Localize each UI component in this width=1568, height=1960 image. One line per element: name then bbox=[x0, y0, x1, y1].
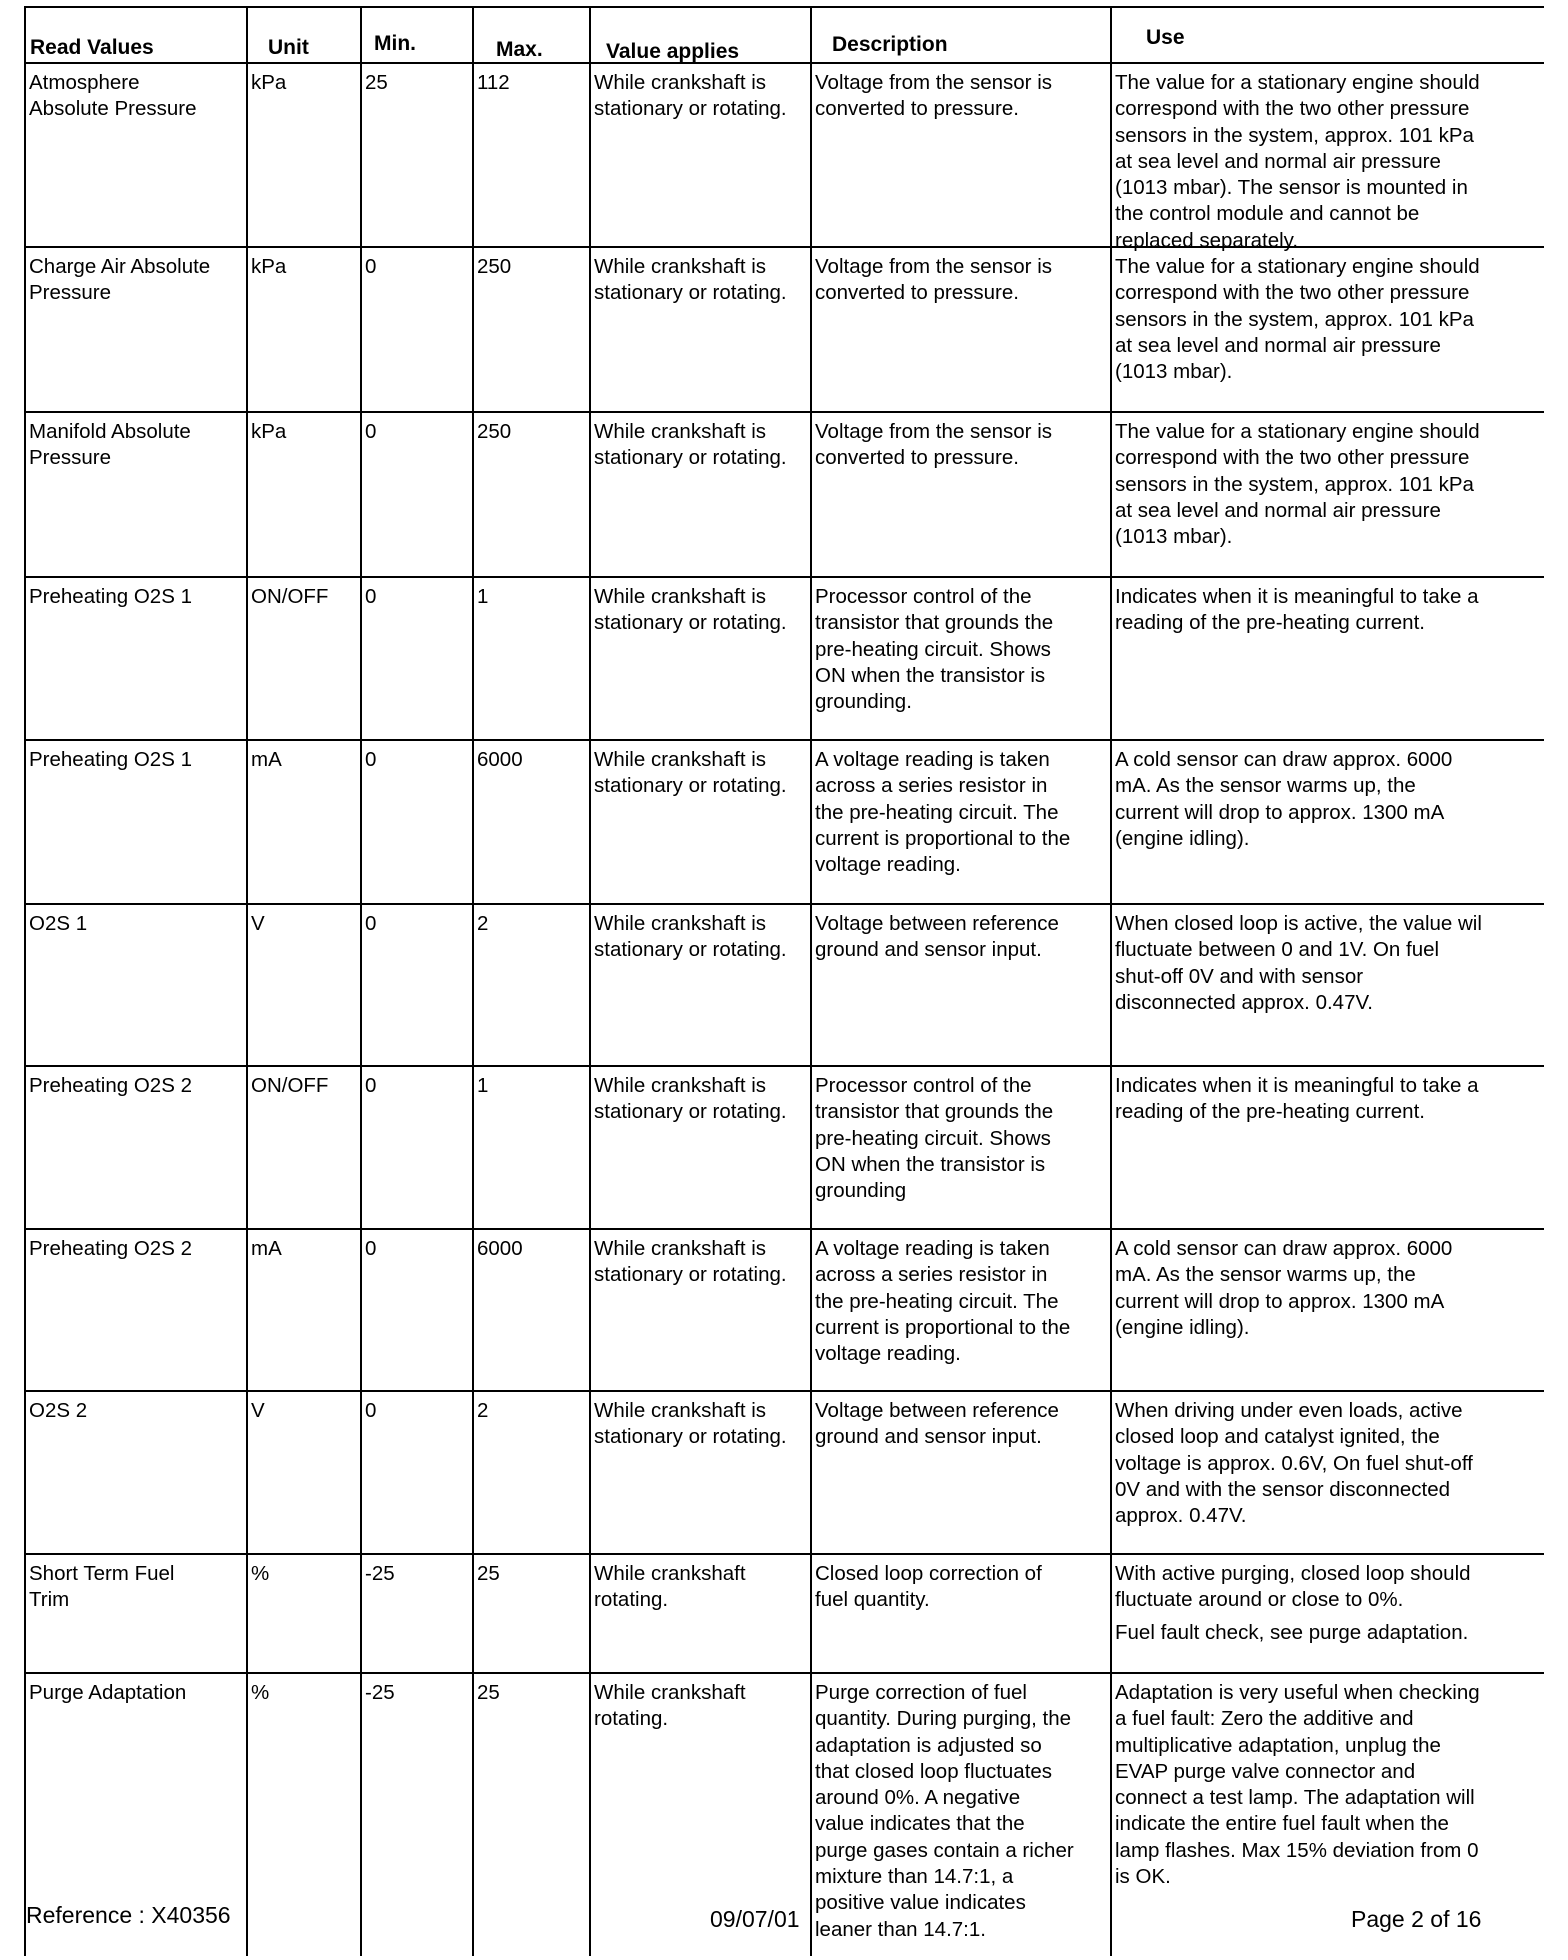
cell-text-line: While crankshaft is bbox=[594, 1399, 767, 1422]
cell-text-line: fuel quantity. bbox=[815, 1588, 930, 1612]
use-cell bbox=[1115, 254, 1480, 385]
cell-text-line: lamp flashes. Max 15% deviation from 0 bbox=[1115, 1838, 1479, 1862]
header-unit: Unit bbox=[268, 36, 309, 59]
cell-text-line: Voltage between reference bbox=[815, 1399, 1059, 1422]
max-cell: 25 bbox=[477, 1681, 500, 1704]
cell-text-line: Preheating O2S 1 bbox=[29, 585, 192, 608]
min-cell: 0 bbox=[365, 420, 377, 443]
cell-text-line: correspond with the two other pressure bbox=[1115, 97, 1470, 121]
cell-text-line: reading of the pre-heating current. bbox=[1115, 1100, 1425, 1124]
cell-text-line: rotating. bbox=[594, 1588, 669, 1612]
value-applies-cell bbox=[594, 911, 787, 964]
cell-text-line: transistor that grounds the bbox=[815, 611, 1054, 635]
cell-text-line: Purge correction of fuel bbox=[815, 1681, 1027, 1704]
cell-text-line: Trim bbox=[29, 1588, 70, 1612]
cell-text-line: correspond with the two other pressure bbox=[1115, 281, 1470, 305]
min-cell: 25 bbox=[365, 71, 388, 94]
column-divider bbox=[246, 6, 248, 1956]
min-cell: 0 bbox=[365, 1237, 377, 1260]
cell-text-line: Atmosphere bbox=[29, 71, 140, 94]
cell-text-line: across a series resistor in bbox=[815, 774, 1048, 798]
cell-text-line: around 0%. A negative bbox=[815, 1786, 1021, 1810]
value-applies-cell bbox=[594, 1561, 746, 1614]
cell-text-line: Voltage from the sensor is bbox=[815, 71, 1053, 94]
read-value-name bbox=[29, 584, 192, 610]
cell-text-line: disconnected approx. 0.47V. bbox=[1115, 990, 1373, 1014]
min-cell: 0 bbox=[365, 255, 377, 278]
cell-text-line: Manifold Absolute bbox=[29, 420, 191, 443]
column-divider bbox=[472, 6, 474, 1956]
use-cell bbox=[1115, 1073, 1479, 1126]
unit-cell: % bbox=[251, 1562, 270, 1585]
cell-text-line: stationary or rotating. bbox=[594, 1100, 787, 1124]
header-use: Use bbox=[1146, 26, 1185, 49]
cell-text-line: A voltage reading is taken bbox=[815, 1237, 1050, 1260]
cell-text-line: While crankshaft bbox=[594, 1562, 746, 1585]
use-cell bbox=[1115, 1236, 1452, 1341]
cell-text-line: Voltage between reference bbox=[815, 912, 1059, 935]
description-cell bbox=[815, 1236, 1070, 1367]
cell-text-line: With active purging, closed loop should bbox=[1115, 1562, 1471, 1585]
cell-text-line: While crankshaft is bbox=[594, 255, 767, 278]
row-divider bbox=[24, 1065, 1544, 1067]
cell-text-line: grounding bbox=[815, 1179, 907, 1203]
value-applies-cell bbox=[594, 1073, 787, 1126]
cell-text-line: EVAP purge valve connector and bbox=[1115, 1759, 1416, 1783]
max-cell: 1 bbox=[477, 585, 489, 608]
cell-text-line: correspond with the two other pressure bbox=[1115, 446, 1470, 470]
cell-text-line: Charge Air Absolute bbox=[29, 255, 211, 278]
cell-text-line: Pressure bbox=[29, 281, 112, 305]
value-applies-cell bbox=[594, 584, 787, 637]
column-divider bbox=[810, 6, 812, 1956]
cell-text-line: While crankshaft is bbox=[594, 912, 767, 935]
footer-reference: Reference : X40356 bbox=[26, 1902, 231, 1928]
use-cell bbox=[1115, 584, 1479, 637]
row-divider bbox=[24, 411, 1544, 413]
cell-text-line: current is proportional to the bbox=[815, 1315, 1071, 1339]
cell-text-line: quantity. During purging, the bbox=[815, 1707, 1072, 1731]
cell-text-line: connect a test lamp. The adaptation will bbox=[1115, 1786, 1475, 1810]
read-value-name bbox=[29, 1073, 192, 1099]
cell-text-line: When closed loop is active, the value wil bbox=[1115, 912, 1482, 935]
cell-text-line: current is proportional to the bbox=[815, 826, 1071, 850]
read-value-name bbox=[29, 1398, 87, 1424]
cell-text-line: Processor control of the bbox=[815, 585, 1032, 608]
header-value-applies: Value applies bbox=[606, 40, 740, 63]
read-value-name bbox=[29, 254, 210, 307]
cell-text-line: stationary or rotating. bbox=[594, 1425, 787, 1449]
table-top-border bbox=[24, 6, 1544, 8]
cell-text-line: (engine idling). bbox=[1115, 826, 1250, 850]
use-cell bbox=[1115, 70, 1480, 254]
cell-text-line: the pre-heating circuit. The bbox=[815, 800, 1059, 824]
cell-note-line: Fuel fault check, see purge adaptation. bbox=[1115, 1620, 1469, 1644]
cell-text-line: A voltage reading is taken bbox=[815, 748, 1050, 771]
cell-text-line: (1013 mbar). bbox=[1115, 525, 1233, 549]
min-cell: -25 bbox=[365, 1562, 395, 1585]
row-divider bbox=[24, 1553, 1544, 1555]
cell-text-line: rotating. bbox=[594, 1707, 669, 1731]
cell-text-line: positive value indicates bbox=[815, 1891, 1026, 1915]
description-cell bbox=[815, 911, 1059, 964]
cell-text-line: multiplicative adaptation, unplug the bbox=[1115, 1733, 1441, 1757]
cell-text-line: (engine idling). bbox=[1115, 1315, 1250, 1339]
footer-page-number: Page 2 of 16 bbox=[1351, 1906, 1482, 1932]
cell-text-line: stationary or rotating. bbox=[594, 97, 787, 121]
row-divider bbox=[24, 1672, 1544, 1674]
description-cell bbox=[815, 747, 1070, 878]
cell-text-line: Absolute Pressure bbox=[29, 97, 197, 121]
cell-text-line: converted to pressure. bbox=[815, 97, 1019, 121]
cell-text-line: replaced separately. bbox=[1115, 228, 1299, 252]
cell-text-line: the pre-heating circuit. The bbox=[815, 1289, 1059, 1313]
min-cell: 0 bbox=[365, 912, 377, 935]
cell-text-line: stationary or rotating. bbox=[594, 1263, 787, 1287]
cell-text-line: current will drop to approx. 1300 mA bbox=[1115, 1289, 1445, 1313]
cell-text-line: sensors in the system, approx. 101 kPa bbox=[1115, 307, 1474, 331]
cell-text-line: purge gases contain a richer bbox=[815, 1838, 1074, 1862]
read-value-name bbox=[29, 1561, 174, 1614]
header-description: Description bbox=[832, 33, 948, 56]
cell-text-line: the control module and cannot be bbox=[1115, 202, 1420, 226]
cell-text-line: Pressure bbox=[29, 446, 112, 470]
cell-text-line: While crankshaft is bbox=[594, 420, 767, 443]
max-cell: 112 bbox=[477, 71, 510, 94]
unit-cell: V bbox=[251, 1399, 265, 1422]
cell-text-line: Closed loop correction of bbox=[815, 1562, 1042, 1585]
description-cell bbox=[815, 1561, 1042, 1614]
cell-text-line: (1013 mbar). The sensor is mounted in bbox=[1115, 176, 1468, 200]
cell-text-line: ground and sensor input. bbox=[815, 938, 1042, 962]
value-applies-cell bbox=[594, 1398, 787, 1451]
cell-text-line: at sea level and normal air pressure bbox=[1115, 333, 1441, 357]
cell-text-line: While crankshaft is bbox=[594, 71, 767, 94]
cell-text-line: A cold sensor can draw approx. 6000 bbox=[1115, 1237, 1453, 1260]
cell-text-line: ON when the transistor is bbox=[815, 663, 1046, 687]
cell-text-line: The value for a stationary engine should bbox=[1115, 420, 1480, 443]
cell-text-line: voltage reading. bbox=[815, 1342, 961, 1366]
max-cell: 250 bbox=[477, 420, 512, 443]
cell-text-line: Preheating O2S 2 bbox=[29, 1074, 192, 1097]
cell-text-line: Indicates when it is meaningful to take a bbox=[1115, 1074, 1479, 1097]
header-min: Min. bbox=[374, 32, 416, 55]
cell-text-line: stationary or rotating. bbox=[594, 774, 787, 798]
description-cell bbox=[815, 1680, 1074, 1943]
unit-cell: kPa bbox=[251, 71, 287, 94]
column-divider bbox=[589, 6, 591, 1956]
use-cell bbox=[1115, 1561, 1471, 1646]
table-left-border bbox=[24, 6, 26, 1956]
min-cell: 0 bbox=[365, 585, 377, 608]
cell-text-line: pre-heating circuit. Shows bbox=[815, 637, 1051, 661]
max-cell: 2 bbox=[477, 912, 489, 935]
cell-text-line: at sea level and normal air pressure bbox=[1115, 498, 1441, 522]
cell-text-line: stationary or rotating. bbox=[594, 281, 787, 305]
read-value-name bbox=[29, 70, 197, 123]
min-cell: -25 bbox=[365, 1681, 395, 1704]
value-applies-cell bbox=[594, 70, 787, 123]
max-cell: 250 bbox=[477, 255, 512, 278]
unit-cell: mA bbox=[251, 748, 282, 771]
cell-text-line: (1013 mbar). bbox=[1115, 360, 1233, 384]
use-cell bbox=[1115, 911, 1482, 1016]
value-applies-cell bbox=[594, 747, 787, 800]
cell-text-line: A cold sensor can draw approx. 6000 bbox=[1115, 748, 1453, 771]
cell-text-line: Purge Adaptation bbox=[29, 1681, 187, 1704]
cell-text-line: at sea level and normal air pressure bbox=[1115, 149, 1441, 173]
cell-text-line: stationary or rotating. bbox=[594, 446, 787, 470]
unit-cell: V bbox=[251, 912, 265, 935]
cell-text-line: mA. As the sensor warms up, the bbox=[1115, 1263, 1416, 1287]
unit-cell: ON/OFF bbox=[251, 1074, 329, 1097]
row-divider bbox=[24, 903, 1544, 905]
value-applies-cell bbox=[594, 419, 787, 472]
cell-text-line: While crankshaft is bbox=[594, 585, 767, 608]
max-cell: 1 bbox=[477, 1074, 489, 1097]
description-cell bbox=[815, 584, 1053, 715]
cell-text-line: sensors in the system, approx. 101 kPa bbox=[1115, 123, 1474, 147]
max-cell: 6000 bbox=[477, 748, 523, 771]
row-divider bbox=[24, 576, 1544, 578]
max-cell: 6000 bbox=[477, 1237, 523, 1260]
cell-text-line: approx. 0.47V. bbox=[1115, 1504, 1247, 1528]
cell-text-line: mixture than 14.7:1, a bbox=[815, 1865, 1014, 1889]
min-cell: 0 bbox=[365, 1399, 377, 1422]
use-cell bbox=[1115, 747, 1452, 852]
row-divider bbox=[24, 739, 1544, 741]
min-cell: 0 bbox=[365, 748, 377, 771]
cell-text-line: Processor control of the bbox=[815, 1074, 1032, 1097]
cell-text-line: Indicates when it is meaningful to take a bbox=[1115, 585, 1479, 608]
cell-text-line: current will drop to approx. 1300 mA bbox=[1115, 800, 1445, 824]
cell-text-line: The value for a stationary engine should bbox=[1115, 255, 1480, 278]
cell-text-line: fluctuate around or close to 0%. bbox=[1115, 1588, 1404, 1612]
unit-cell: kPa bbox=[251, 420, 287, 443]
header-read-values: Read Values bbox=[30, 36, 154, 59]
row-divider bbox=[24, 62, 1544, 64]
max-cell: 2 bbox=[477, 1399, 489, 1422]
read-value-name bbox=[29, 747, 192, 773]
cell-text-line: leaner than 14.7:1. bbox=[815, 1917, 986, 1941]
use-cell bbox=[1115, 1398, 1473, 1529]
unit-cell: mA bbox=[251, 1237, 282, 1260]
cell-text-line: that closed loop fluctuates bbox=[815, 1759, 1053, 1783]
cell-text-line: is OK. bbox=[1115, 1865, 1171, 1889]
row-divider bbox=[24, 1390, 1544, 1392]
use-cell bbox=[1115, 419, 1480, 550]
unit-cell: % bbox=[251, 1681, 270, 1704]
cell-text-line: Preheating O2S 1 bbox=[29, 748, 192, 771]
cell-text-line: across a series resistor in bbox=[815, 1263, 1048, 1287]
header-max: Max. bbox=[496, 38, 543, 61]
cell-text-line: ground and sensor input. bbox=[815, 1425, 1042, 1449]
use-cell bbox=[1115, 1680, 1480, 1890]
cell-text-line: Short Term Fuel bbox=[29, 1562, 175, 1585]
cell-text-line: closed loop and catalyst ignited, the bbox=[1115, 1425, 1440, 1449]
cell-text-line: ON when the transistor is bbox=[815, 1152, 1046, 1176]
max-cell: 25 bbox=[477, 1562, 500, 1585]
document-page bbox=[24, 6, 1544, 1956]
column-divider bbox=[1110, 6, 1112, 1956]
footer-date: 09/07/01 bbox=[710, 1906, 800, 1932]
cell-text-line: O2S 1 bbox=[29, 912, 88, 935]
cell-text-line: The value for a stationary engine should bbox=[1115, 71, 1480, 94]
cell-text-line: While crankshaft is bbox=[594, 1074, 767, 1097]
description-cell bbox=[815, 419, 1052, 472]
cell-text-line: shut-off 0V and with sensor bbox=[1115, 964, 1364, 988]
cell-text-line: adaptation is adjusted so bbox=[815, 1733, 1042, 1757]
value-applies-cell bbox=[594, 1680, 746, 1733]
description-cell bbox=[815, 1073, 1053, 1204]
cell-text-line: Voltage from the sensor is bbox=[815, 420, 1053, 443]
cell-text-line: sensors in the system, approx. 101 kPa bbox=[1115, 472, 1474, 496]
cell-text-line: reading of the pre-heating current. bbox=[1115, 611, 1425, 635]
value-applies-cell bbox=[594, 1236, 787, 1289]
cell-text-line: stationary or rotating. bbox=[594, 611, 787, 635]
unit-cell: kPa bbox=[251, 255, 287, 278]
cell-text-line: voltage is approx. 0.6V, On fuel shut-off bbox=[1115, 1451, 1473, 1475]
cell-text-line: grounding. bbox=[815, 690, 912, 714]
description-cell bbox=[815, 1398, 1059, 1451]
cell-text-line: O2S 2 bbox=[29, 1399, 88, 1422]
description-cell bbox=[815, 254, 1052, 307]
cell-text-line: indicate the entire fuel fault when the bbox=[1115, 1812, 1449, 1836]
unit-cell: ON/OFF bbox=[251, 585, 329, 608]
value-applies-cell bbox=[594, 254, 787, 307]
cell-text-line: a fuel fault: Zero the additive and bbox=[1115, 1707, 1414, 1731]
cell-text-line: Voltage from the sensor is bbox=[815, 255, 1053, 278]
read-value-name bbox=[29, 419, 191, 472]
cell-text-line: While crankshaft bbox=[594, 1681, 746, 1704]
cell-text-line: pre-heating circuit. Shows bbox=[815, 1126, 1051, 1150]
column-divider bbox=[360, 6, 362, 1956]
cell-text-line: converted to pressure. bbox=[815, 281, 1019, 305]
cell-text-line: mA. As the sensor warms up, the bbox=[1115, 774, 1416, 798]
cell-text-line: stationary or rotating. bbox=[594, 938, 787, 962]
cell-text-line: While crankshaft is bbox=[594, 748, 767, 771]
read-value-name bbox=[29, 1680, 186, 1706]
cell-text-line: transistor that grounds the bbox=[815, 1100, 1054, 1124]
cell-text-line: 0V and with the sensor disconnected bbox=[1115, 1477, 1451, 1501]
description-cell bbox=[815, 70, 1052, 123]
cell-text-line: Preheating O2S 2 bbox=[29, 1237, 192, 1260]
cell-text-line: voltage reading. bbox=[815, 853, 961, 877]
read-value-name bbox=[29, 911, 87, 937]
read-value-name bbox=[29, 1236, 192, 1262]
cell-text-line: Adaptation is very useful when checking bbox=[1115, 1681, 1480, 1704]
min-cell: 0 bbox=[365, 1074, 377, 1097]
cell-text-line: fluctuate between 0 and 1V. On fuel bbox=[1115, 938, 1440, 962]
cell-text-line: When driving under even loads, active bbox=[1115, 1399, 1463, 1422]
cell-text-line: converted to pressure. bbox=[815, 446, 1019, 470]
cell-text-line: While crankshaft is bbox=[594, 1237, 767, 1260]
cell-text-line: value indicates that the bbox=[815, 1812, 1025, 1836]
row-divider bbox=[24, 1228, 1544, 1230]
